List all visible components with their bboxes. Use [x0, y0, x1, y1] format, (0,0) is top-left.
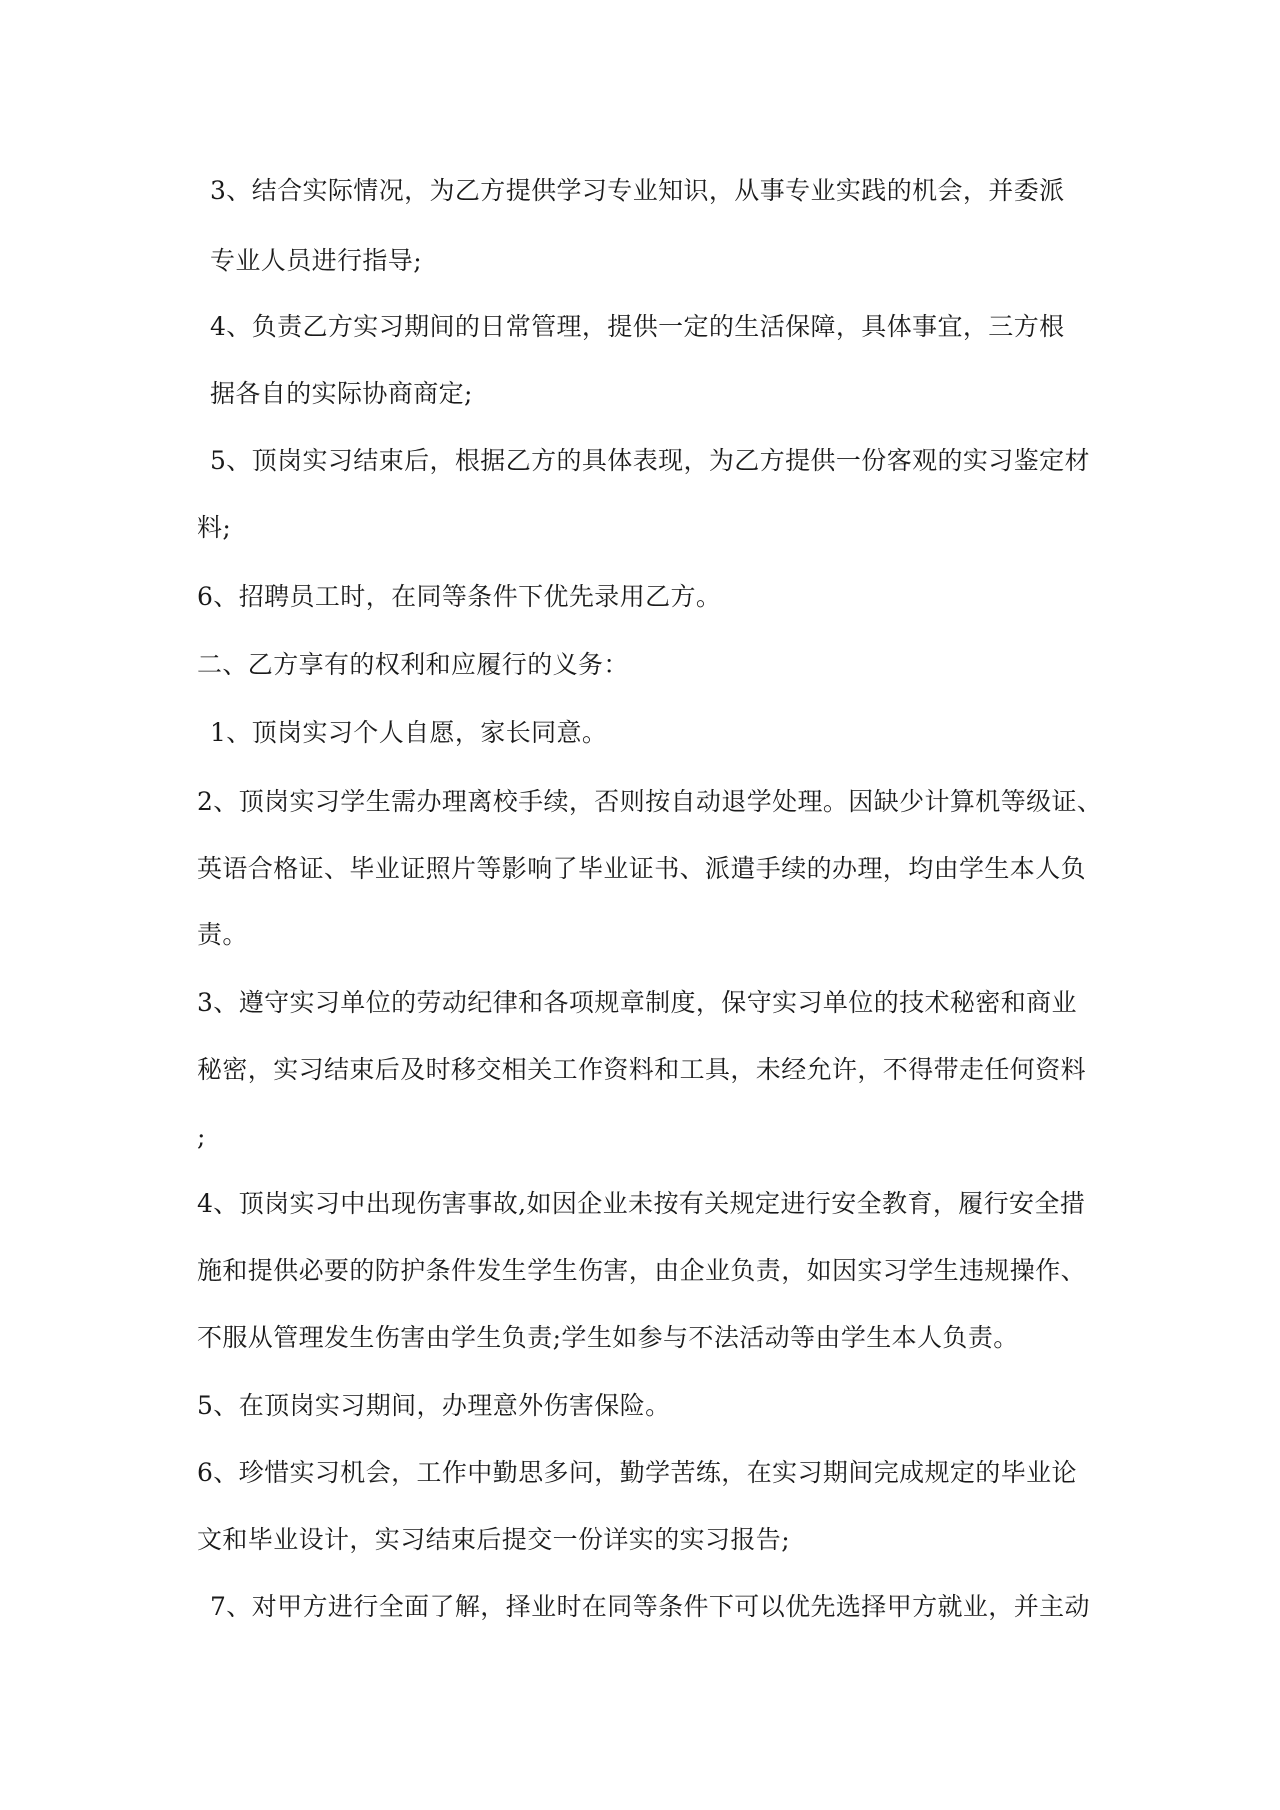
text-line: 6、招聘员工时，在同等条件下优先录用乙方。: [197, 582, 722, 611]
text-line: 文和毕业设计，实习结束后提交一份详实的实习报告;: [197, 1525, 791, 1554]
text-line: 6、珍惜实习机会，工作中勤思多问，勤学苦练，在实习期间完成规定的毕业论: [197, 1458, 1077, 1487]
text-line: 2、顶岗实习学生需办理离校手续，否则按自动退学处理。因缺少计算机等级证、: [197, 787, 1103, 816]
text-line: 施和提供必要的防护条件发生学生伤害，由企业负责，如因实习学生违规操作、: [197, 1256, 1087, 1285]
text-line: 5、顶岗实习结束后，根据乙方的具体表现，为乙方提供一份客观的实习鉴定材: [210, 446, 1090, 475]
text-line: 5、在顶岗实习期间，办理意外伤害保险。: [197, 1391, 671, 1420]
text-line: 专业人员进行指导;: [210, 246, 423, 275]
text-line: 3、遵守实习单位的劳动纪律和各项规章制度，保守实习单位的技术秘密和商业: [197, 988, 1077, 1017]
text-line: 1、顶岗实习个人自愿，家长同意。: [210, 718, 608, 747]
text-line: 英语合格证、毕业证照片等影响了毕业证书、派遣手续的办理，均由学生本人负: [197, 854, 1087, 883]
text-line: 4、顶岗实习中出现伤害事故,如因企业未按有关规定进行安全教育，履行安全措: [197, 1189, 1086, 1218]
text-line: 不服从管理发生伤害由学生负责;学生如参与不法活动等由学生本人负责。: [197, 1323, 1019, 1352]
text-line: 据各自的实际协商商定;: [210, 379, 473, 408]
text-line: 责。: [197, 920, 248, 949]
text-line: 7、对甲方进行全面了解，择业时在同等条件下可以优先选择甲方就业，并主动: [210, 1592, 1090, 1621]
text-line: 料;: [197, 513, 232, 542]
text-line: ;: [197, 1122, 206, 1151]
text-line: 4、负责乙方实习期间的日常管理，提供一定的生活保障，具体事宜，三方根: [210, 312, 1065, 341]
text-line: 3、结合实际情况，为乙方提供学习专业知识，从事专业实践的机会，并委派: [210, 176, 1065, 205]
text-line: 秘密，实习结束后及时移交相关工作资料和工具，未经允许，不得带走任何资料: [197, 1055, 1087, 1084]
text-line: 二、乙方享有的权利和应履行的义务：: [197, 650, 629, 679]
